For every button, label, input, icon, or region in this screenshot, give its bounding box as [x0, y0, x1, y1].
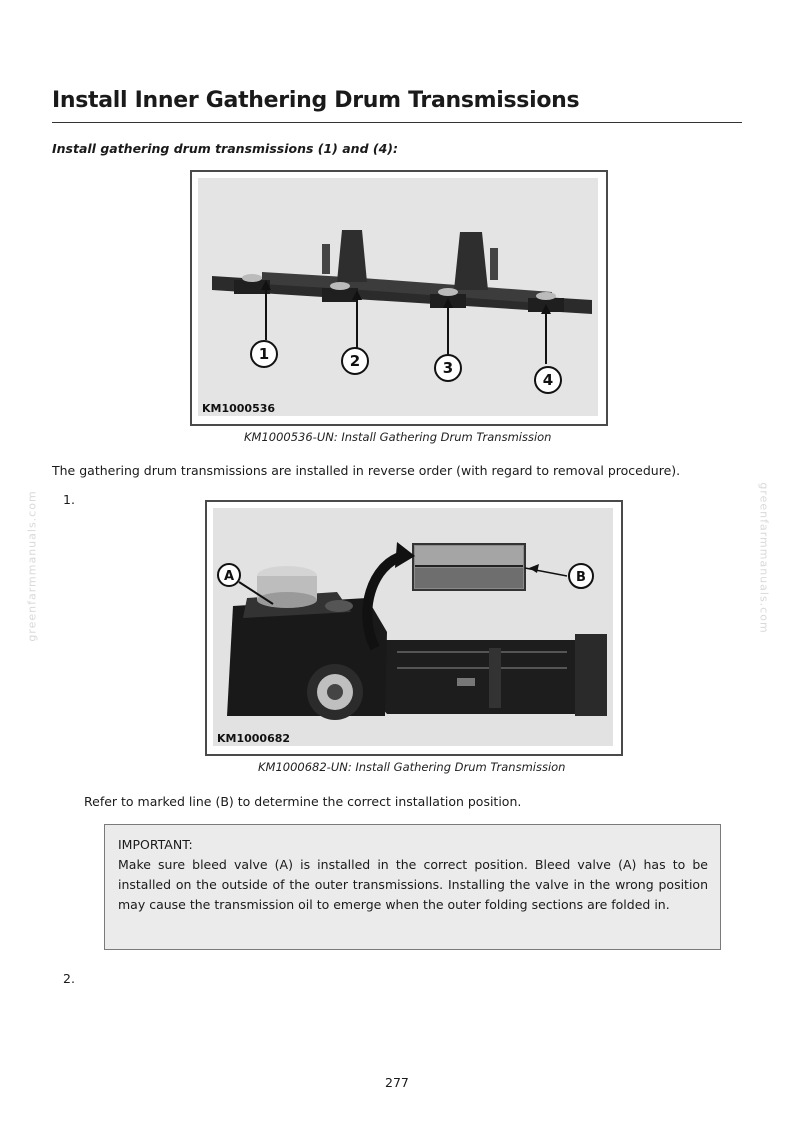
- intro-paragraph: The gathering drum transmissions are installed in reverse order (with regard to removal procedure).: [52, 463, 681, 478]
- frame-upright-left: [337, 230, 367, 282]
- callout-b-label: B: [576, 570, 586, 585]
- section-subheading: Install gathering drum transmissions (1) and (4):: [52, 141, 398, 156]
- frame-upright-right: [454, 232, 488, 290]
- watermark-right: greenfarmmanuals.com: [757, 482, 771, 634]
- step-1-text: Refer to marked line (B) to determine the correct installation position.: [84, 794, 522, 809]
- watermark-left: greenfarmmanuals.com: [25, 490, 39, 642]
- callout-4-label: 4: [542, 371, 554, 389]
- step-2-number: 2.: [63, 971, 75, 986]
- page-title: Install Inner Gathering Drum Transmissions: [52, 88, 742, 123]
- drum-frame-illustration: [192, 172, 606, 424]
- transmission-illustration: [207, 502, 621, 754]
- figure-1-caption: KM1000536-UN: Install Gathering Drum Transmission: [244, 430, 552, 444]
- note-body: Make sure bleed valve (A) is installed in the correct position. Bleed valve (A) has to be installed on the outside of the outer transmissions. Installing the valve in the wrong position may cause the transmission oil to emerge when the outer folding sections are folded in.: [118, 857, 708, 912]
- figure-2-id: KM1000682: [217, 732, 291, 745]
- callout-a-label: A: [223, 569, 235, 584]
- figure-drum-frame: [190, 170, 608, 426]
- figure-transmission: [205, 500, 623, 756]
- step-1-number: 1.: [63, 492, 75, 507]
- callout-2-label: 2: [349, 352, 361, 370]
- figure-1-id: KM1000536: [202, 402, 276, 415]
- note-heading: IMPORTANT:: [118, 837, 193, 852]
- callout-3-label: 3: [442, 359, 454, 377]
- page-number: 277: [385, 1075, 409, 1090]
- callout-1-label: 1: [258, 345, 270, 363]
- figure-2-caption: KM1000682-UN: Install Gathering Drum Transmission: [258, 760, 566, 774]
- important-note: [104, 824, 721, 950]
